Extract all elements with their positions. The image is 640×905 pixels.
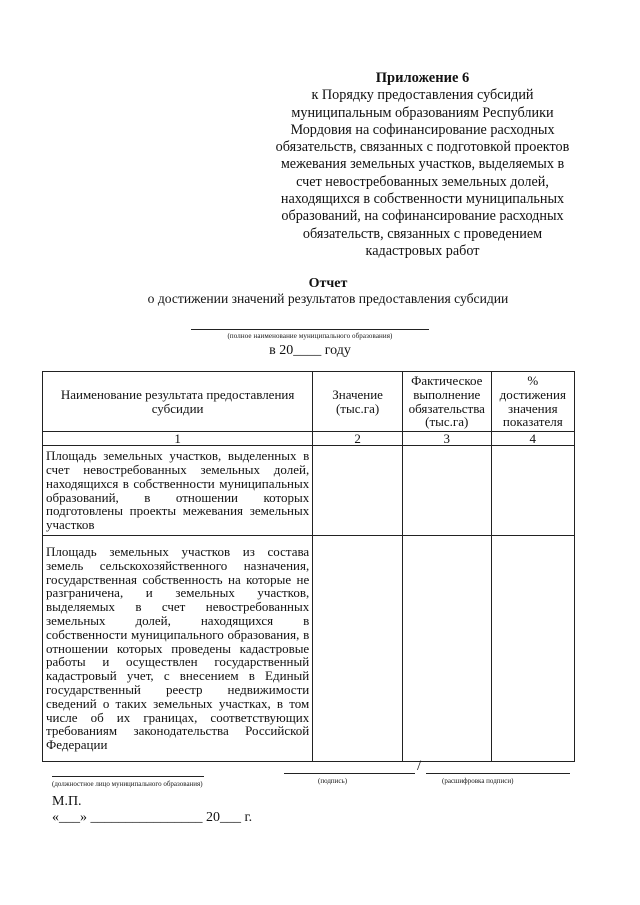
report-year: в 20____ году	[269, 343, 351, 358]
appendix-line: обязательств, связанных с подготовкой проектов	[275, 139, 570, 156]
appendix-line: находящихся в собственности муниципальных	[280, 191, 565, 208]
percent-cell[interactable]	[491, 536, 574, 762]
appendix-line: межевания земельных участков, выделяемых в	[280, 156, 565, 173]
appendix-heading: Приложение 6	[375, 70, 470, 86]
value-cell[interactable]	[313, 446, 403, 536]
date-line: «___» ________________ 20___ г.	[52, 810, 253, 825]
row-label: Площадь земельных участков из состава земель сельскохозяйственного назначения, государственная собственность на которые не разграничена, и земельных участков, выделяемых в счет невостребованных земельных долей, находящихся в собственности муниципального образования, в отношении которых проведены кадастровые работы и осуществлен государственный кадастровый учет, с внесением в Единый государственный реестр недвижимости сведений о таких земельных участках, в том числе об их границах, соответствующих требованиям законодательства Российской Федерации	[43, 536, 313, 762]
official-name-line[interactable]	[52, 775, 204, 777]
column-number: 4	[491, 432, 574, 446]
column-number: 1	[43, 432, 313, 446]
signature-line[interactable]	[284, 772, 415, 774]
appendix-block	[250, 70, 595, 260]
stamp-place: М.П.	[52, 794, 82, 809]
actual-cell[interactable]	[402, 446, 491, 536]
table-header-row	[43, 372, 575, 432]
municipality-caption: (полное наименование муниципального образования)	[227, 332, 393, 340]
signature-decode-line[interactable]	[426, 772, 570, 774]
signature-slash: /	[417, 758, 422, 774]
appendix-line: счет невостребованных земельных долей,	[296, 173, 549, 190]
row-label: Площадь земельных участков, выделенных в счет невостребованных земельных долей, находящихся в собственности муниципальных образований, в отношении которых подготовлены проекты межевания земельных участков	[43, 446, 313, 536]
appendix-line: обязательств, связанных с проведением	[302, 225, 543, 242]
value-cell[interactable]	[313, 536, 403, 762]
results-table	[42, 371, 575, 762]
column-number: 3	[402, 432, 491, 446]
appendix-line: муниципальным образованиям Республики	[291, 104, 554, 121]
municipality-name-line[interactable]	[191, 328, 429, 330]
appendix-line: кадастровых работ	[365, 242, 480, 259]
report-subtitle: о достижении значений результатов предоставления субсидии	[147, 291, 509, 306]
signature-caption: (подпись)	[318, 777, 348, 785]
header-result-name: Наименование результата предоставления субсидии	[43, 372, 313, 432]
header-percent: % достижения значения показателя	[491, 372, 574, 432]
official-caption: (должностное лицо муниципального образования)	[52, 780, 203, 788]
column-number: 2	[313, 432, 403, 446]
signature-decode-caption: (расшифровка подписи)	[442, 777, 514, 785]
appendix-line: образований, на софинансирование расходных	[281, 208, 564, 225]
column-number-row	[43, 432, 575, 446]
table-row	[43, 536, 575, 762]
header-actual: Фактическое выполнение обязательства (тыс.га)	[402, 372, 491, 432]
table-row	[43, 446, 575, 536]
appendix-line: к Порядку предоставления субсидий	[311, 87, 534, 104]
appendix-line: Мордовия на софинансирование расходных	[290, 121, 555, 138]
header-value: Значение (тыс.га)	[313, 372, 403, 432]
actual-cell[interactable]	[402, 536, 491, 762]
report-title: Отчет	[308, 276, 348, 291]
percent-cell[interactable]	[491, 446, 574, 536]
